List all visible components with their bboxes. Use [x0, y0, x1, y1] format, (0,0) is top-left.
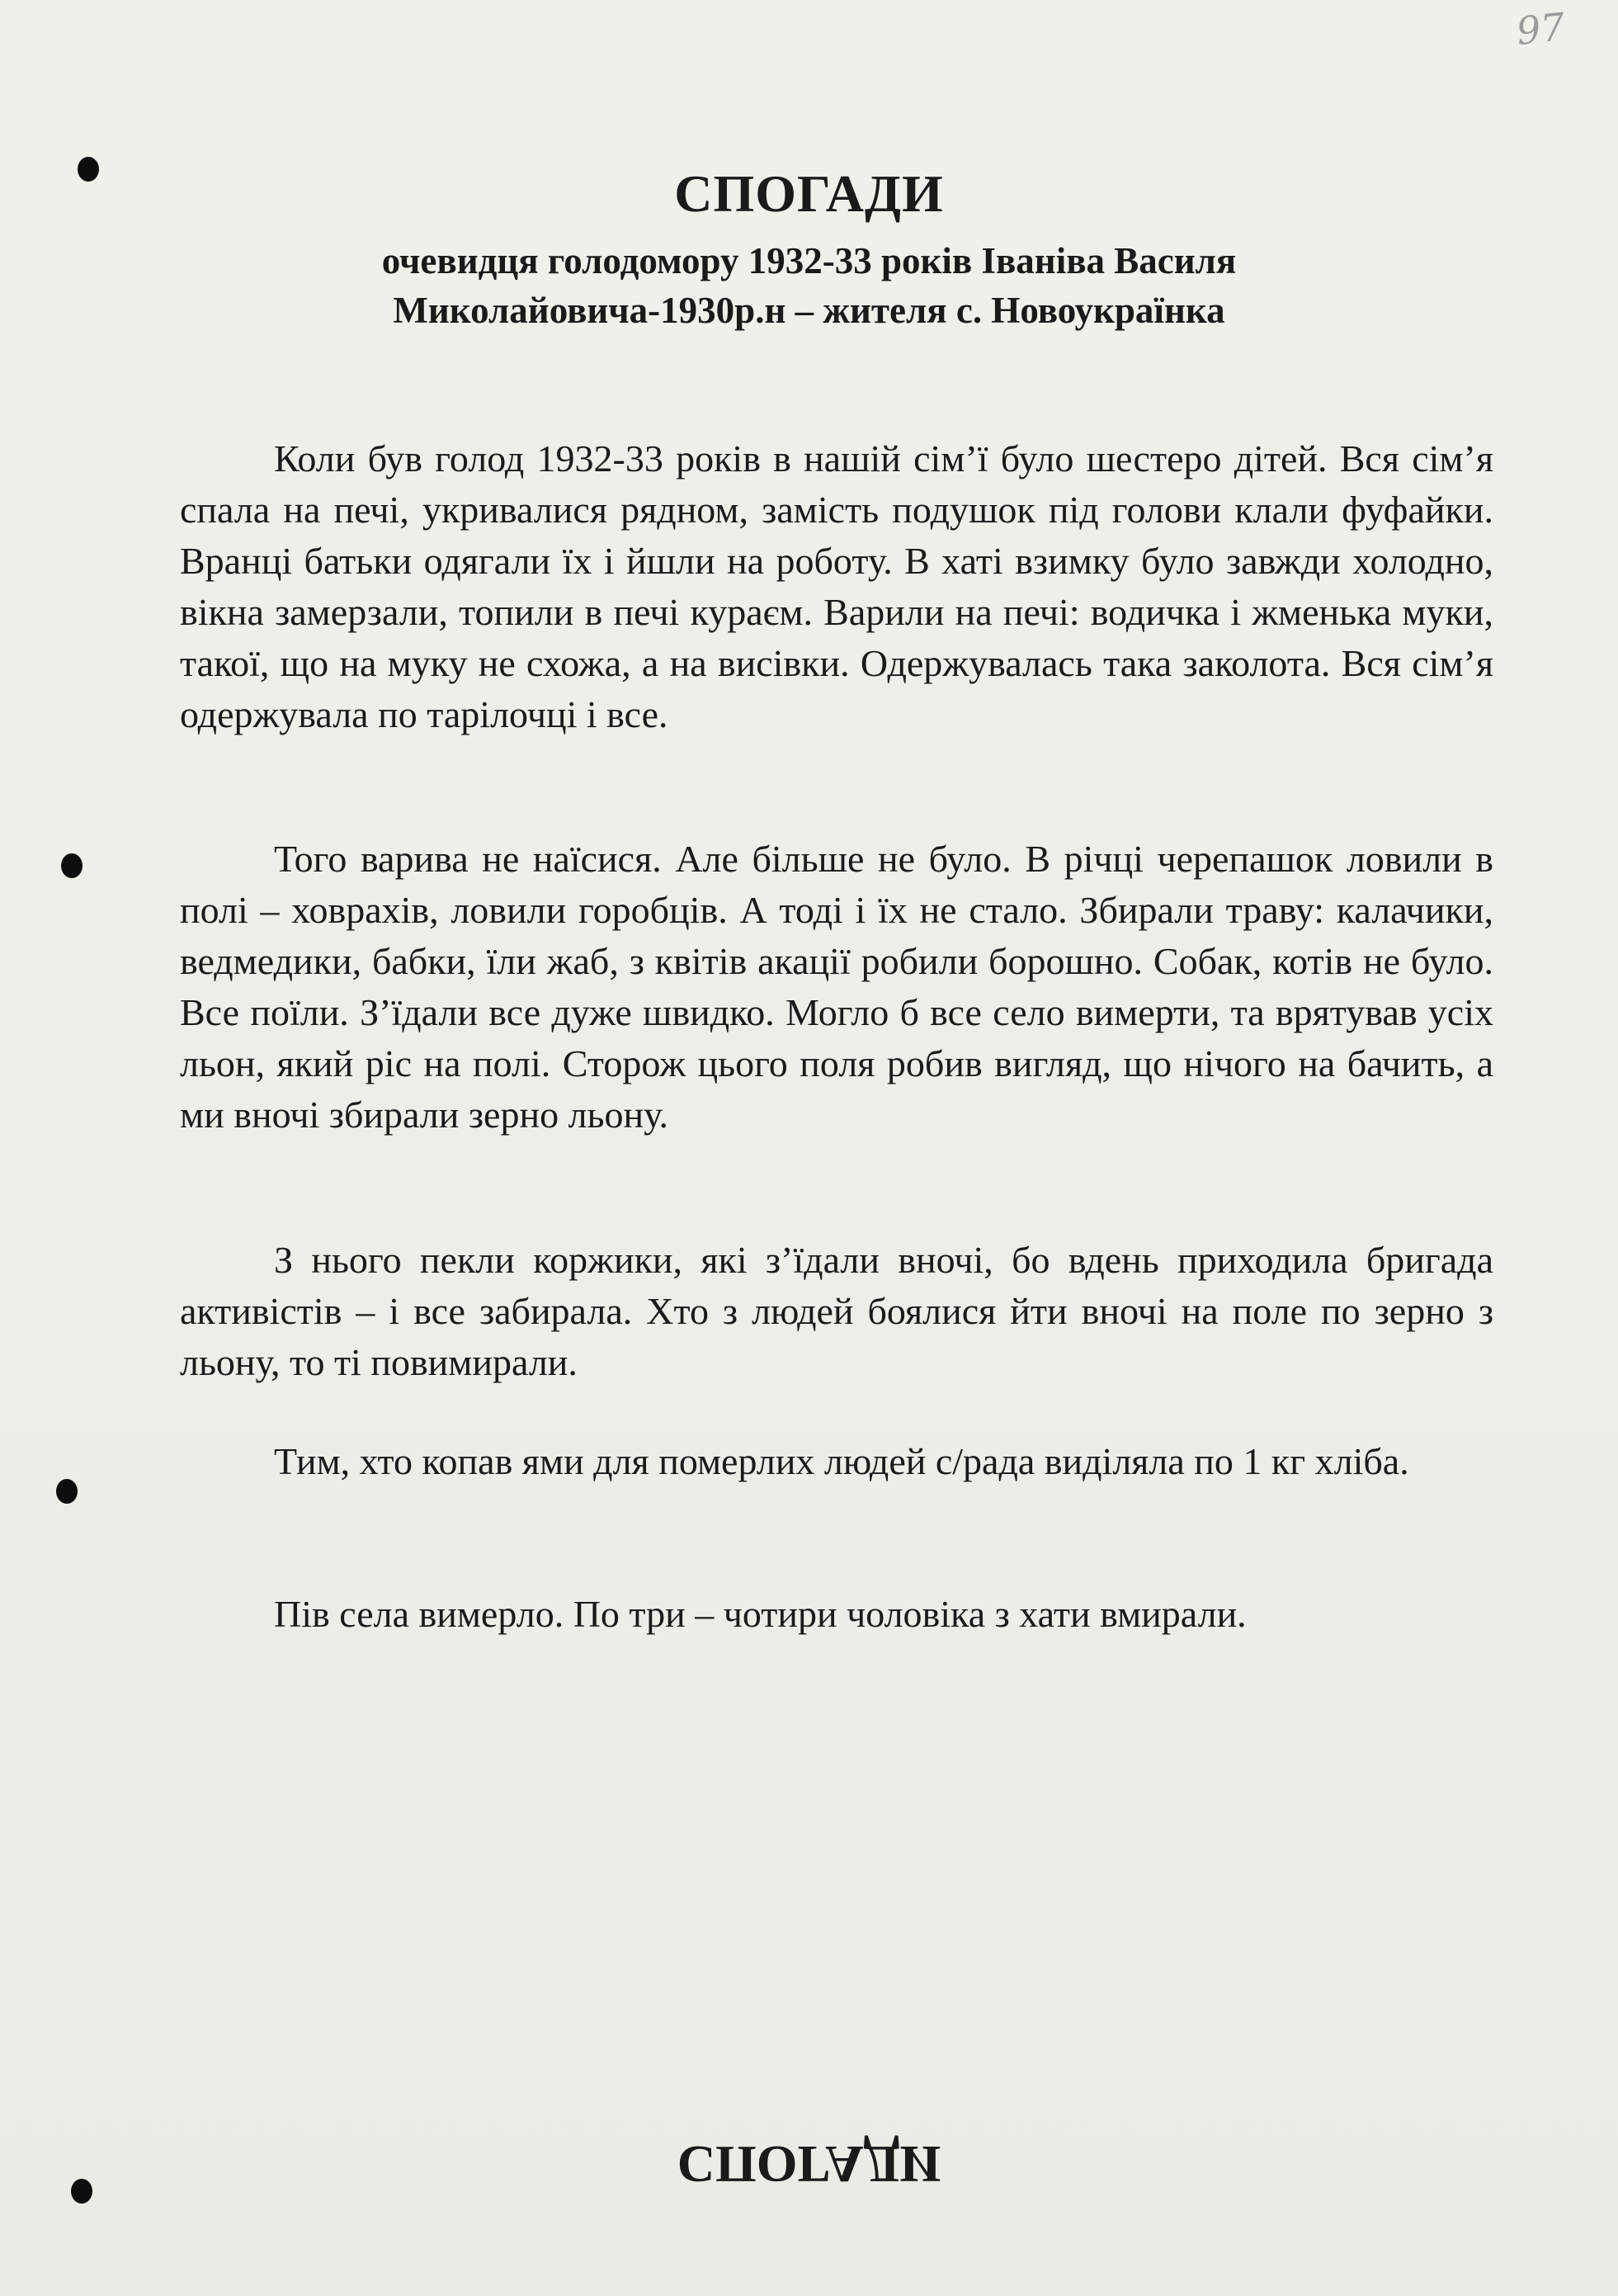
- punch-hole-2: [61, 853, 83, 878]
- paragraph-3: З нього пекли коржики, які з’їдали вночі, бо вдень приходила бригада активістів – і все забирала. Хто з людей боялися йти вночі на поле по зерно з льону, то ті повимирали.: [180, 1239, 1493, 1383]
- paragraph-2: Того варива не наїсися. Але більше не було. В річці черепашок ловили в полі – ховрахів, ловили горобців. А тоді і їх не стало. Збирали траву: калачики, ведмедики, бабки, їли жаб, з квітів акації робили борошно. Собак, котів не було. Все поїли. З’їдали все дуже швидко. Могло б все село вимерти, та врятував усіх льон, який ріс на полі. Сторож цього поля робив вигляд, що нічого на бачить, а ми вночі збирали зерно льону.: [180, 838, 1493, 1136]
- paragraph-4: Тим, хто копав ями для померлих людей с/рада виділяла по 1 кг хліба.: [274, 1440, 1409, 1482]
- punch-hole-3: [56, 1479, 78, 1504]
- page-number: 97: [1514, 4, 1568, 54]
- document-title: СПОГАДИ: [674, 164, 944, 223]
- subtitle-line-2: Миколайовича-1930р.н – жителя с. Новоукраїнка: [393, 290, 1225, 331]
- paragraph-1: Коли був голод 1932-33 років в нашій сім’ї було шестеро дітей. Вся сім’я спала на печі, укривалися рядном, замість подушок під голови клали фуфайки. Вранці батьки одягали їх і йшли на роботу. В хаті взимку було завжди холодно, вікна замерзали, топили в печі кураєм. Варили на печі: водичка і жменька муки, такої, що на муку не схожа, а на висівки. Одержувалась така заколота. Вся сім’я одержувала по тарілочці і все.: [180, 437, 1493, 735]
- mirrored-footer-title: СПОГАДИ: [677, 2135, 941, 2194]
- subtitle-line-1: очевидця голодомору 1932-33 років Іваніва Василя: [381, 240, 1237, 281]
- paragraph-5: Пів села вимерло. По три – чотири чоловіка з хати вмирали.: [274, 1593, 1247, 1635]
